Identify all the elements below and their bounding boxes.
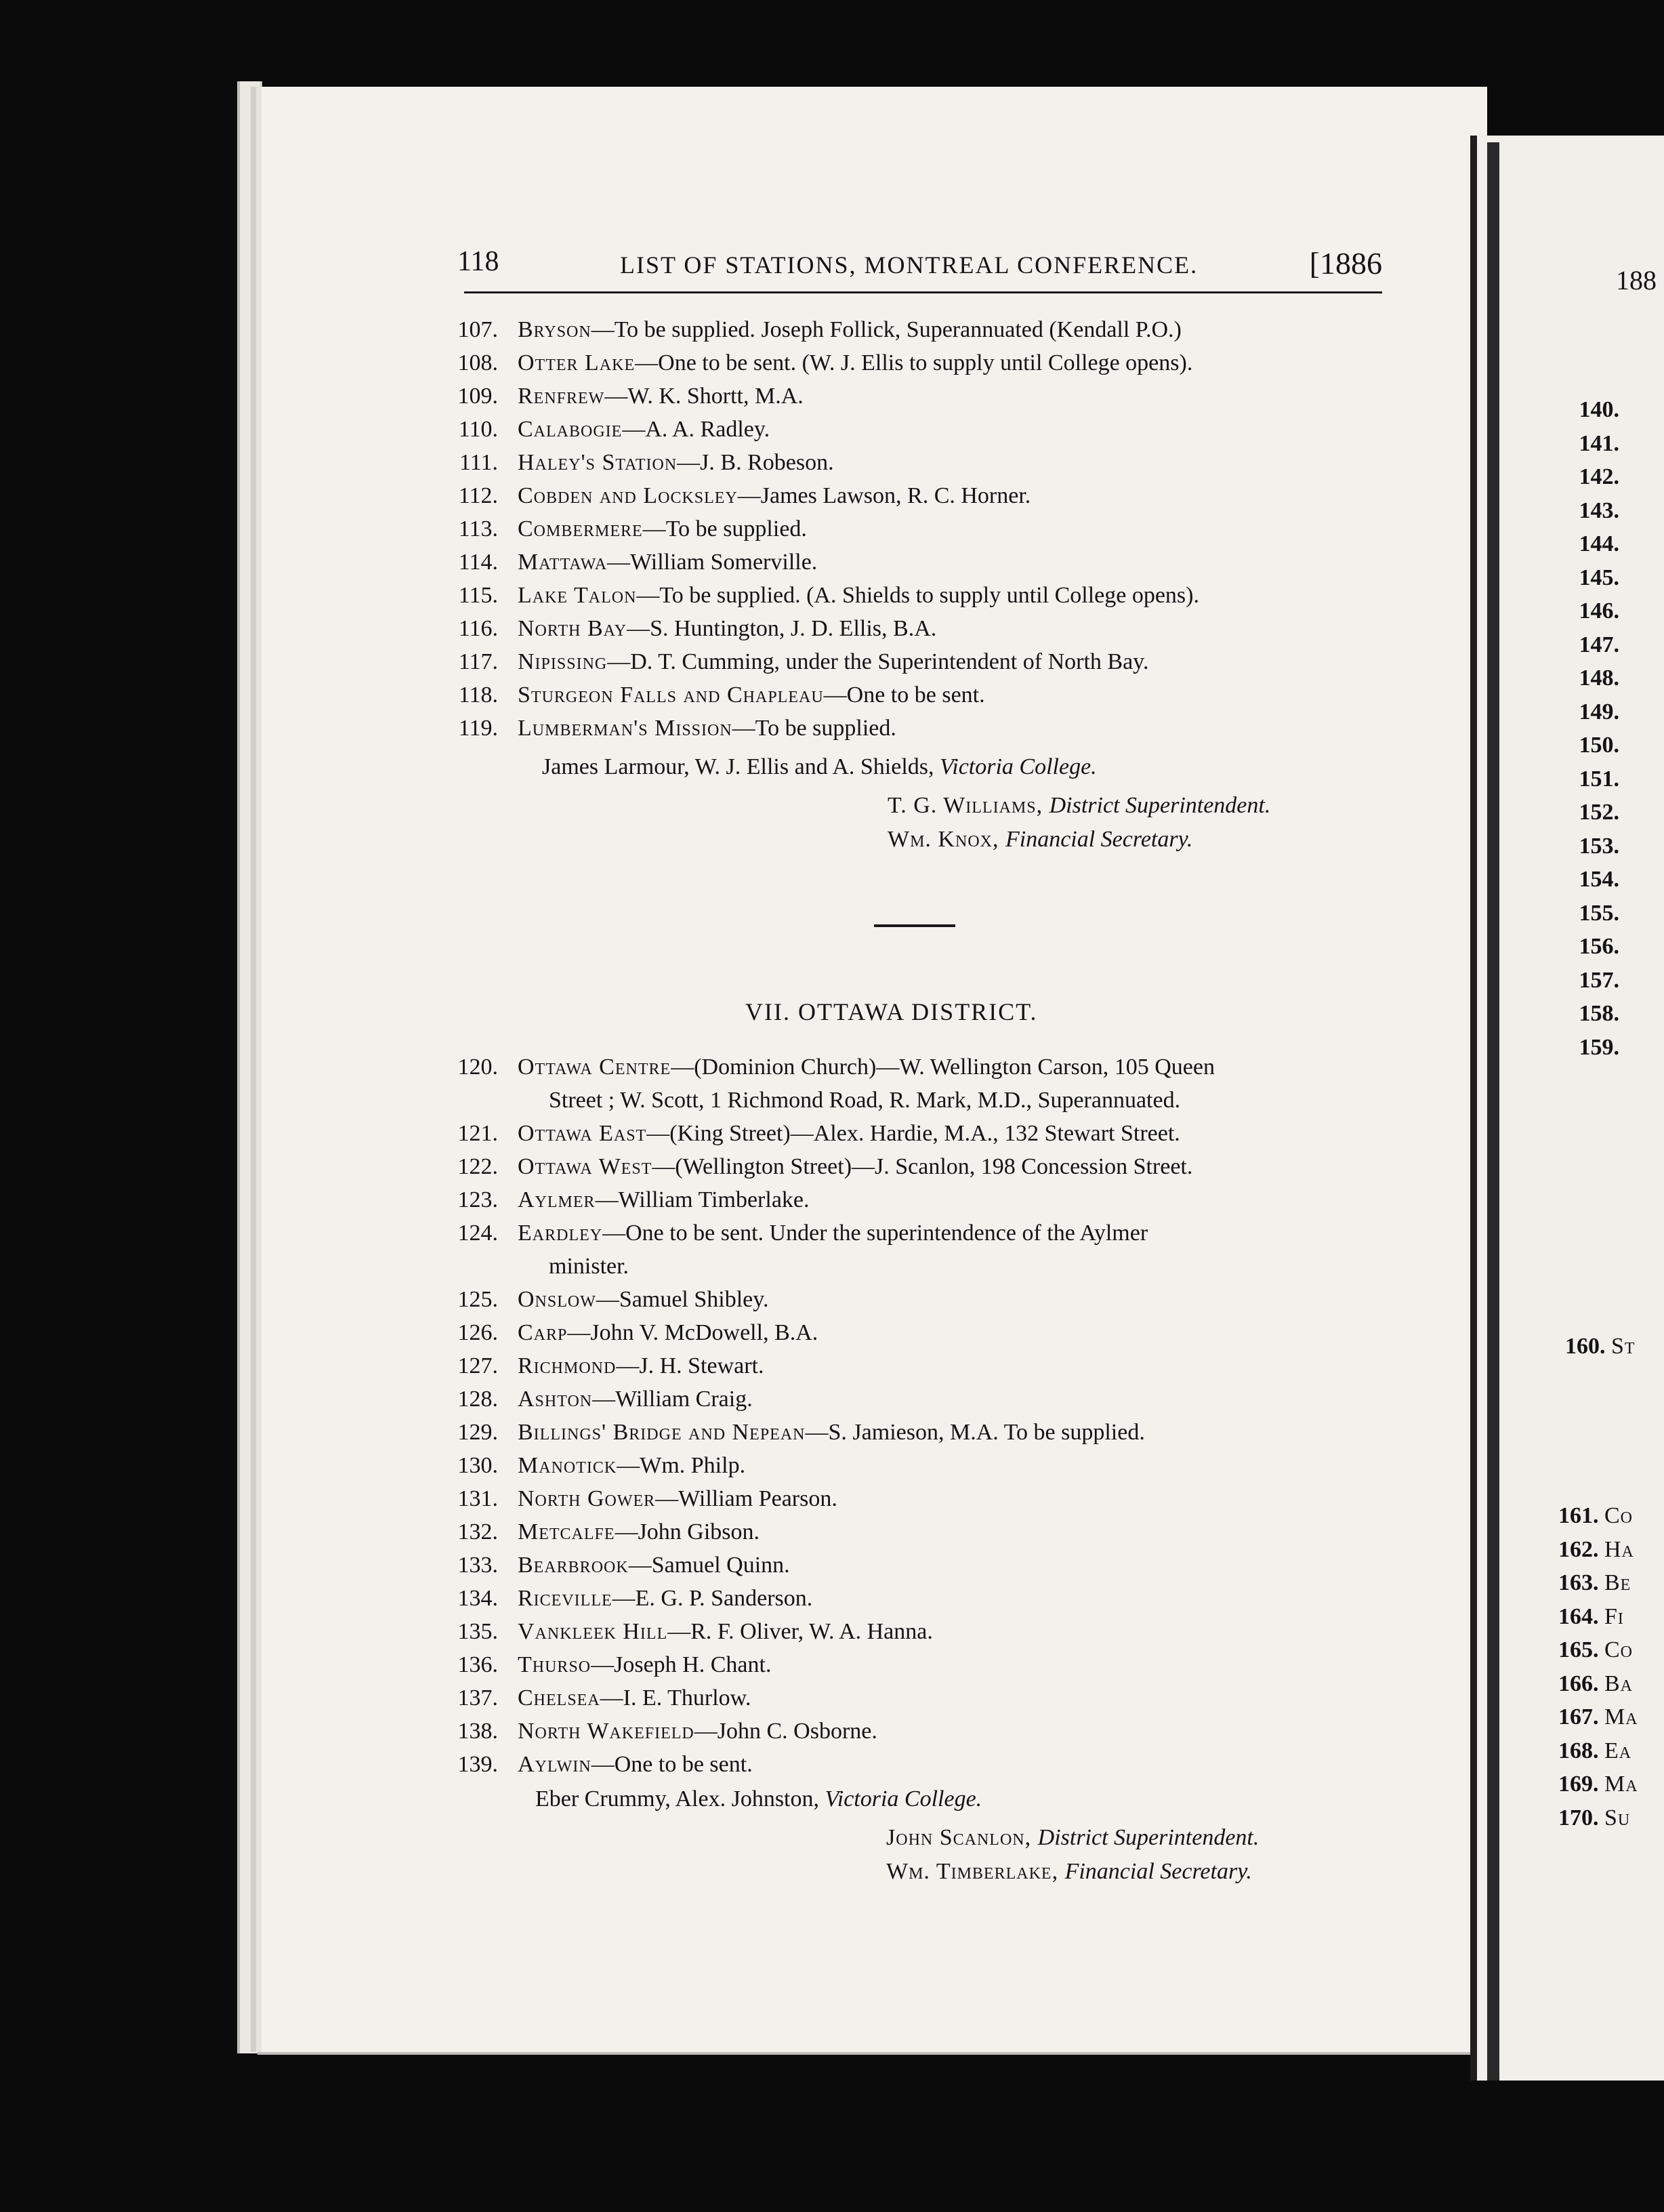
entry-number: 164. [1558, 1603, 1599, 1629]
entry-fragment: Co [1604, 1637, 1634, 1662]
right-page-entry-number: 141. [1579, 430, 1619, 456]
sig-name: T. G. Williams, [888, 793, 1049, 818]
station-entry [440, 380, 1389, 413]
station-name: Metcalfe [518, 1519, 615, 1544]
station-detail: —One to be sent. [591, 1752, 753, 1777]
station-detail: —John V. McDowell, B.A. [567, 1320, 818, 1345]
entry-text [518, 612, 936, 645]
sig-name: Wm. Knox, [888, 827, 1005, 852]
entry-text [518, 1316, 818, 1349]
station-detail: —One to be sent. (W. J. Ellis to supply until College opens). [635, 350, 1193, 375]
entry-text [518, 1715, 877, 1748]
right-page-entry [1558, 1738, 1631, 1764]
station-list-e [440, 1283, 1389, 1781]
entry-number: 118. [458, 682, 498, 708]
station-detail: —A. A. Radley. [622, 417, 770, 442]
entry-text [518, 645, 1148, 678]
station-entry [440, 1582, 1389, 1615]
college-name: Victoria College. [825, 1786, 982, 1811]
station-name: Thurso [518, 1652, 591, 1677]
station-entry [440, 1615, 1389, 1648]
sig-role: District Superintendent. [1037, 1825, 1260, 1850]
entry-number: 131. [457, 1486, 498, 1511]
entry-fragment: Ea [1604, 1738, 1632, 1763]
station-detail: —D. T. Cumming, under the Superintendent of North Bay. [607, 649, 1149, 674]
station-name: Vankleek Hill [518, 1619, 668, 1644]
station-list-d [440, 1216, 1389, 1283]
entry-text [518, 1416, 1145, 1449]
entry-number: 114. [458, 550, 498, 575]
station-list-a [440, 313, 1389, 745]
running-title: LIST OF STATIONS, MONTREAL CONFERENCE. [620, 251, 1199, 279]
entry-text [518, 1648, 771, 1681]
entry-text [518, 1681, 751, 1715]
entry-number: 112. [458, 483, 498, 508]
station-name: Combermere [518, 516, 643, 541]
entry-text [518, 1549, 790, 1582]
station-entry [440, 1349, 1389, 1382]
right-page-entry-number: 155. [1579, 900, 1619, 926]
right-page-entry-number: 142. [1579, 464, 1619, 489]
right-page-entry [1558, 1537, 1634, 1563]
station-name: Calabogie [518, 417, 623, 442]
station-name: Richmond [518, 1353, 617, 1378]
entry-number: 129. [457, 1420, 498, 1445]
entry-number: 124. [457, 1221, 498, 1246]
right-page-entry-number: 150. [1579, 733, 1619, 758]
station-name: Cobden and Locksley [518, 483, 738, 508]
station-detail: —(Wellington Street)—J. Scanlon, 198 Concession Street. [652, 1154, 1193, 1179]
entry-number: 170. [1558, 1805, 1599, 1830]
entry-text [518, 1349, 764, 1382]
college-names: James Larmour, W. J. Ellis and A. Shields, [542, 754, 940, 779]
station-entry [440, 1316, 1389, 1349]
right-page-entry-number: 156. [1579, 934, 1619, 959]
station-entry [440, 1715, 1389, 1748]
right-page-entry-number: 151. [1579, 766, 1619, 792]
entry-text [518, 1382, 753, 1416]
station-name: Onslow [518, 1287, 596, 1312]
entry-number: 111. [459, 450, 498, 475]
station-entry [440, 1482, 1389, 1515]
entry-number: 135. [457, 1619, 498, 1644]
entry-text [518, 1515, 760, 1549]
station-name: Nipissing [518, 649, 608, 674]
right-page-entry-number: 147. [1579, 632, 1619, 657]
college-name: Victoria College. [940, 754, 1097, 779]
signature-superintendent-a [888, 793, 1270, 819]
page-bottom-edge [257, 2040, 1485, 2055]
entry-text [518, 546, 817, 579]
station-detail: —James Lawson, R. C. Horner. [737, 483, 1031, 508]
entry-text [518, 346, 1192, 380]
station-name: Otter Lake [518, 350, 636, 375]
station-name: North Wakefield [518, 1719, 694, 1744]
station-entry [440, 1283, 1389, 1316]
entry-text [518, 579, 1199, 612]
header-year: [1886 [1309, 246, 1382, 281]
right-page-entry-number: 143. [1579, 497, 1619, 523]
page-number: 118 [457, 246, 499, 277]
station-entry [440, 1050, 1389, 1117]
entry-text [518, 479, 1031, 512]
entry-text [518, 413, 770, 446]
station-name: Ottawa Centre [518, 1054, 671, 1080]
entry-number: 139. [457, 1752, 498, 1777]
college-names: Eber Crummy, Alex. Johnston, [535, 1786, 825, 1811]
entry-number: 137. [457, 1685, 498, 1711]
signature-superintendent-b [886, 1825, 1259, 1851]
station-name: Mattawa [518, 550, 608, 575]
district-heading: VII. OTTAWA DISTRICT. [745, 998, 1038, 1025]
station-detail: —E. G. P. Sanderson. [612, 1586, 813, 1611]
station-name: Ashton [518, 1387, 593, 1412]
entry-number: 117. [458, 649, 498, 674]
station-detail: —J. B. Robeson. [677, 450, 834, 475]
station-entry [440, 1117, 1389, 1150]
station-entry [440, 446, 1389, 479]
right-page-entry-number: 145. [1579, 565, 1619, 590]
station-detail: —William Craig. [592, 1387, 753, 1412]
station-name: Manotick [518, 1453, 617, 1478]
entry-text [518, 1748, 753, 1781]
station-name: Bryson [518, 317, 591, 342]
station-entry [440, 1515, 1389, 1549]
entry-number: 165. [1558, 1637, 1599, 1662]
right-page-entry-number: 148. [1579, 665, 1619, 691]
entry-text [518, 1283, 769, 1316]
section-divider [874, 924, 955, 927]
station-entry [440, 645, 1389, 678]
entry-text [518, 678, 985, 712]
entry-text [518, 446, 834, 479]
station-name: North Bay [518, 616, 627, 641]
right-page-header: 188 [1616, 265, 1657, 295]
station-name: Haley's Station [518, 450, 678, 475]
sig-role: District Superintendent. [1049, 793, 1271, 818]
right-page-entry-number: 154. [1579, 867, 1619, 892]
entry-text [518, 1183, 810, 1216]
entry-text [518, 313, 1182, 346]
station-entry [440, 1150, 1389, 1183]
entry-text [518, 1150, 1192, 1183]
entry-number: 161. [1558, 1503, 1599, 1528]
station-name: Ottawa East [518, 1121, 647, 1146]
book-gutter [1487, 142, 1499, 2081]
station-detail: —To be supplied. Joseph Follick, Superannuated (Kendall P.O.) [591, 317, 1182, 342]
entry-number: 160. [1565, 1334, 1606, 1359]
entry-continuation: minister. [549, 1254, 629, 1279]
entry-number: 130. [457, 1453, 498, 1478]
entry-number: 108. [457, 350, 498, 375]
station-entry [440, 512, 1389, 546]
entry-number: 119. [458, 716, 498, 741]
station-detail: —William Somerville. [607, 550, 818, 575]
entry-number: 126. [457, 1320, 498, 1345]
running-header [457, 245, 1382, 293]
entry-number: 163. [1558, 1570, 1599, 1595]
entry-number: 162. [1558, 1536, 1599, 1562]
signature-secretary-a [888, 827, 1192, 853]
entry-number: 120. [457, 1054, 498, 1080]
right-page-entry-number: 159. [1579, 1034, 1619, 1060]
right-page-entry-number: 144. [1579, 531, 1619, 556]
entry-number: 168. [1558, 1738, 1599, 1763]
station-entry [440, 1449, 1389, 1482]
entry-text [518, 512, 807, 546]
sig-name: Wm. Timberlake, [886, 1859, 1065, 1884]
right-page-entry-number: 152. [1579, 800, 1619, 825]
station-detail: —John C. Osborne. [694, 1719, 877, 1744]
right-page-entry [1558, 1570, 1631, 1596]
station-entry [440, 678, 1389, 712]
station-detail: —To be supplied. [642, 516, 807, 541]
station-detail: —W. K. Shortt, M.A. [604, 384, 804, 409]
college-line-a [542, 754, 1097, 780]
station-detail: —(King Street)—Alex. Hardie, M.A., 132 Stewart Street. [646, 1121, 1180, 1146]
station-name: Billings' Bridge and Nepean [518, 1420, 806, 1445]
station-entry [440, 1681, 1389, 1715]
entry-number: 166. [1558, 1671, 1599, 1696]
entry-text [518, 1117, 1180, 1150]
station-detail: —William Timberlake. [595, 1187, 810, 1212]
station-entry [440, 1183, 1389, 1216]
right-page-entry [1565, 1334, 1636, 1359]
station-detail: —One to be sent. Under the superintendence of the Aylmer [602, 1221, 1148, 1246]
station-detail: —Joseph H. Chant. [591, 1652, 772, 1677]
station-detail: —S. Jamieson, M.A. To be supplied. [805, 1420, 1145, 1445]
entry-continuation: Street ; W. Scott, 1 Richmond Road, R. Mark, M.D., Superannuated. [549, 1088, 1181, 1113]
entry-fragment: Ha [1604, 1536, 1634, 1562]
station-name: North Gower [518, 1486, 656, 1511]
right-page-entry-number: 158. [1579, 1001, 1619, 1026]
right-page-entry-number: 140. [1579, 397, 1619, 422]
right-page-entry [1558, 1671, 1633, 1697]
entry-number: 115. [458, 583, 498, 608]
station-entry [440, 1382, 1389, 1416]
station-entry [440, 479, 1389, 512]
entry-number: 136. [457, 1652, 498, 1677]
station-detail: —I. E. Thurlow. [600, 1685, 751, 1711]
right-page-entry [1558, 1805, 1630, 1831]
station-entry [440, 612, 1389, 645]
station-detail: —William Pearson. [655, 1486, 837, 1511]
entry-number: 125. [457, 1287, 498, 1312]
station-name: Chelsea [518, 1685, 600, 1711]
station-entry [440, 579, 1389, 612]
right-page-entry-number: 153. [1579, 833, 1619, 859]
entry-number: 132. [457, 1519, 498, 1544]
sig-name: John Scanlon, [886, 1825, 1038, 1850]
station-entry [440, 1549, 1389, 1582]
entry-number: 121. [457, 1121, 498, 1146]
entry-fragment: Fi [1604, 1603, 1624, 1629]
station-name: Aylmer [518, 1187, 596, 1212]
entry-text [518, 1050, 1215, 1084]
station-name: Lake Talon [518, 583, 637, 608]
entry-text [518, 1582, 812, 1615]
entry-number: 138. [457, 1719, 498, 1744]
entry-number: 110. [458, 417, 498, 442]
station-detail: —To be supplied. (A. Shields to supply until College opens). [636, 583, 1199, 608]
station-detail: —Samuel Shibley. [596, 1287, 769, 1312]
right-page-entry-number: 149. [1579, 699, 1619, 724]
college-line-b [535, 1786, 982, 1812]
entry-number: 107. [457, 317, 498, 342]
entry-text [518, 1449, 745, 1482]
station-entry [440, 546, 1389, 579]
right-page-entry [1558, 1704, 1638, 1730]
station-entry [440, 712, 1389, 745]
entry-fragment: Ma [1604, 1771, 1638, 1797]
station-detail: —S. Huntington, J. D. Ellis, B.A. [627, 616, 937, 641]
right-page-entry [1558, 1503, 1633, 1529]
entry-text [518, 712, 896, 745]
station-entry [440, 313, 1389, 346]
station-entry [440, 1216, 1389, 1283]
station-detail: —(Dominion Church)—W. Wellington Carson, 105 Queen [671, 1054, 1215, 1080]
station-name: Lumberman's Mission [518, 716, 732, 741]
station-detail: —Samuel Quinn. [628, 1553, 790, 1578]
station-name: Riceville [518, 1586, 612, 1611]
station-detail: —One to be sent. [823, 682, 985, 708]
station-name: Ottawa West [518, 1154, 652, 1179]
sig-role: Financial Secretary. [1064, 1859, 1252, 1884]
entry-number: 128. [457, 1387, 498, 1412]
entry-text [518, 1216, 1148, 1250]
station-detail: —Wm. Philp. [617, 1453, 746, 1478]
right-page-entry-number: 157. [1579, 967, 1619, 993]
station-name: Renfrew [518, 384, 605, 409]
entry-number: 169. [1558, 1771, 1599, 1797]
station-detail: —J. H. Stewart. [616, 1353, 764, 1378]
entry-number: 127. [457, 1353, 498, 1378]
right-page-entry [1558, 1604, 1624, 1630]
entry-number: 123. [457, 1187, 498, 1212]
entry-number: 109. [457, 384, 498, 409]
right-page-entry [1558, 1771, 1638, 1797]
entry-number: 116. [458, 616, 498, 641]
station-entry [440, 1416, 1389, 1449]
entry-number: 167. [1558, 1704, 1599, 1729]
entry-text [518, 1615, 933, 1648]
entry-fragment: Su [1604, 1805, 1631, 1830]
entry-fragment: Ma [1604, 1704, 1638, 1729]
signature-secretary-b [886, 1859, 1252, 1885]
station-detail: —To be supplied. [732, 716, 896, 741]
station-list-c [440, 1117, 1389, 1216]
entry-text [518, 1482, 837, 1515]
station-name: Eardley [518, 1221, 603, 1246]
header-rule [464, 291, 1382, 293]
station-name: Bearbrook [518, 1553, 629, 1578]
entry-fragment: Be [1604, 1570, 1631, 1595]
station-detail: —R. F. Oliver, W. A. Hanna. [667, 1619, 933, 1644]
station-name: Aylwin [518, 1752, 591, 1777]
entry-number: 133. [457, 1553, 498, 1578]
station-entry [440, 1748, 1389, 1781]
entry-number: 134. [457, 1586, 498, 1611]
right-page-entry-number: 146. [1579, 598, 1619, 623]
station-entry [440, 1648, 1389, 1681]
entry-fragment: St [1611, 1334, 1636, 1359]
station-entry [440, 346, 1389, 380]
station-name: Sturgeon Falls and Chapleau [518, 682, 824, 708]
entry-number: 113. [458, 516, 498, 541]
entry-text [518, 380, 804, 413]
station-entry [440, 413, 1389, 446]
station-name: Carp [518, 1320, 568, 1345]
right-page-entry [1558, 1637, 1633, 1663]
station-list-b [440, 1050, 1389, 1117]
entry-fragment: Ba [1604, 1671, 1634, 1696]
entry-number: 122. [457, 1154, 498, 1179]
entry-fragment: Co [1604, 1503, 1634, 1528]
sig-role: Financial Secretary. [1005, 827, 1193, 852]
station-detail: —John Gibson. [615, 1519, 760, 1544]
